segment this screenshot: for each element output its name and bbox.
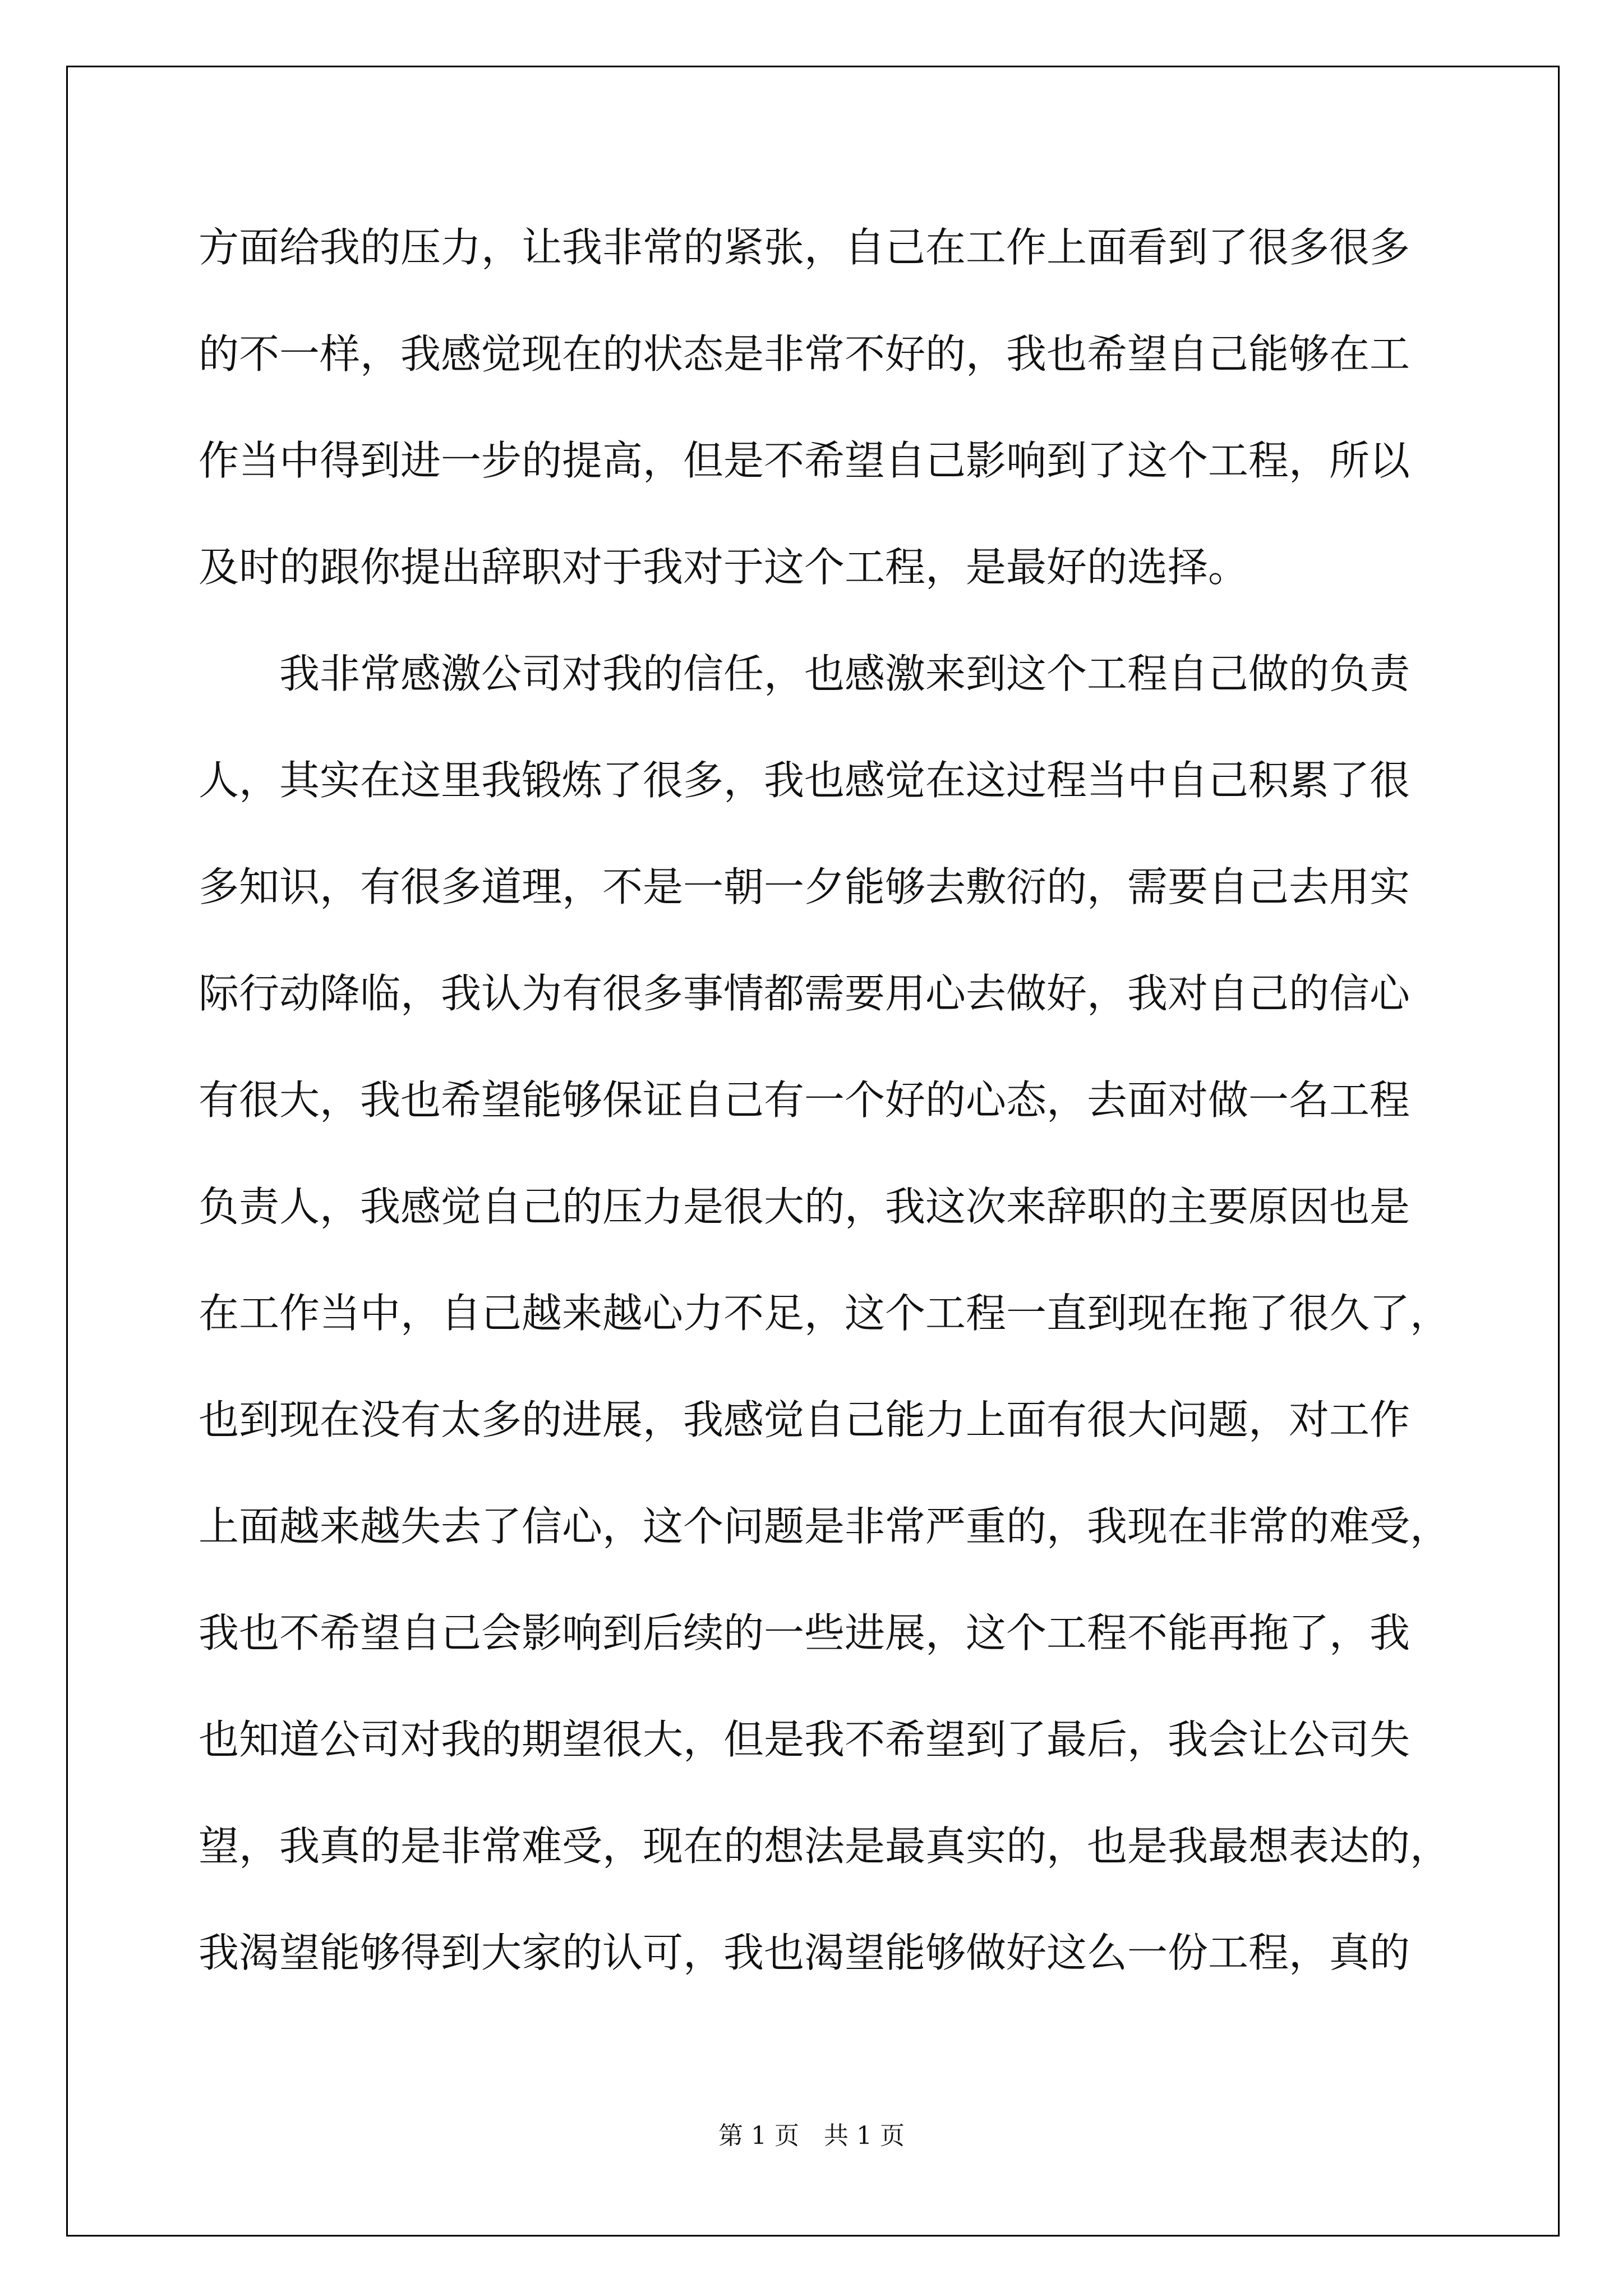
page-border xyxy=(66,66,1560,2237)
text-line: 际行动降临，我认为有很多事情都需要用心去做好，我对自己的信心 xyxy=(199,970,1410,1017)
text-line: 我渴望能够得到大家的认可，我也渴望能够做好这么一份工程，真的 xyxy=(199,1929,1410,1976)
paragraph-first-line: 我非常感激公司对我的信任，也感激来到这个工程自己做的负责 xyxy=(279,650,1410,697)
text-line: 在工作当中，自己越来越心力不足，这个工程一直到现在拖了很久了， xyxy=(199,1290,1451,1337)
text-line: 负责人，我感觉自己的压力是很大的，我这次来辞职的主要原因也是 xyxy=(199,1183,1410,1230)
text-line: 上面越来越失去了信心，这个问题是非常严重的，我现在非常的难受， xyxy=(199,1503,1451,1550)
text-line: 有很大，我也希望能够保证自己有一个好的心态，去面对做一名工程 xyxy=(199,1076,1410,1124)
text-line: 也到现在没有太多的进展，我感觉自己能力上面有很大问题，对工作 xyxy=(199,1396,1410,1443)
text-line: 多知识，有很多道理，不是一朝一夕能够去敷衍的，需要自己去用实 xyxy=(199,863,1410,910)
text-line: 作当中得到进一步的提高，但是不希望自己影响到了这个工程，所以 xyxy=(199,437,1410,484)
text-line: 也知道公司对我的期望很大，但是我不希望到了最后，我会让公司失 xyxy=(199,1716,1410,1763)
text-line: 人，其实在这里我锻炼了很多，我也感觉在这过程当中自己积累了很 xyxy=(199,757,1410,804)
text-line: 的不一样，我感觉现在的状态是非常不好的，我也希望自己能够在工 xyxy=(199,330,1410,378)
text-line: 望，我真的是非常难受，现在的想法是最真实的，也是我最想表达的， xyxy=(199,1823,1451,1870)
text-line: 我也不希望自己会影响到后续的一些进展，这个工程不能再拖了，我 xyxy=(199,1609,1410,1657)
text-line: 方面给我的压力，让我非常的紧张，自己在工作上面看到了很多很多 xyxy=(199,224,1410,271)
text-line: 及时的跟你提出辞职对于我对于这个工程，是最好的选择。 xyxy=(199,544,1249,591)
page-number-footer: 第 1 页 共 1 页 xyxy=(718,2122,905,2150)
